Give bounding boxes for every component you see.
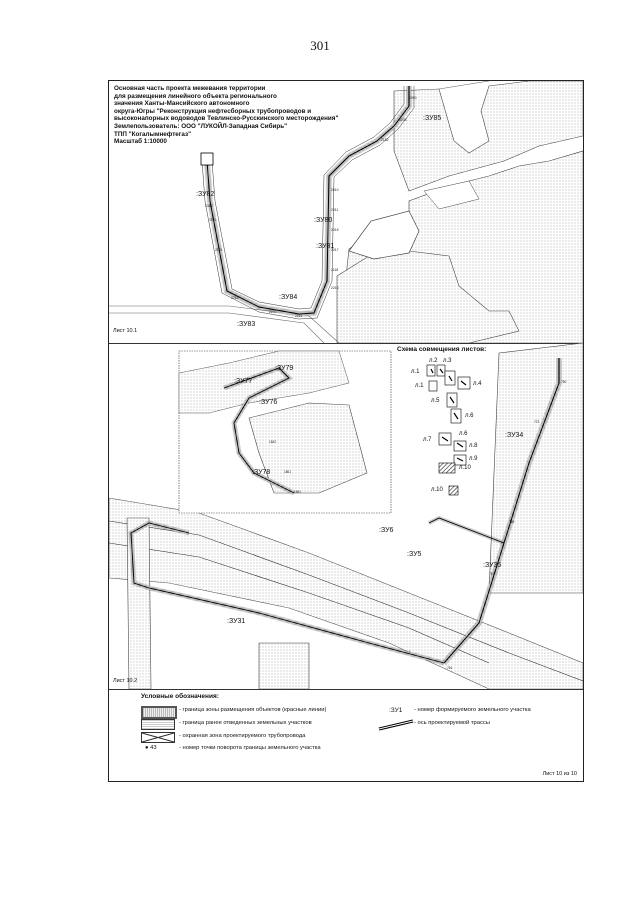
page-number: 301 <box>310 38 330 53</box>
road-line <box>439 81 489 89</box>
scheme-sheet-label: л.1 <box>415 383 424 389</box>
legend-item: - граница зоны размещения объектов (красные линии) <box>179 707 327 713</box>
parcel-label: :ЗУ78 <box>252 469 271 476</box>
svg-text:750: 750 <box>561 380 567 384</box>
scheme-sheet-label: л.5 <box>431 398 440 404</box>
svg-text:1881: 1881 <box>294 490 302 494</box>
scheme-sheet-label: л.4 <box>473 381 482 387</box>
legend-axis-symbol <box>377 719 417 731</box>
parcel-label: :ЗУ5 <box>407 551 422 558</box>
parcel-label: :ЗУ6 <box>379 527 394 534</box>
parcel-label: :ЗУ80 <box>314 217 333 224</box>
scheme-sheet-label: л.7 <box>423 437 432 443</box>
svg-text:765: 765 <box>509 520 515 524</box>
parcel-label: :ЗУ31 <box>227 618 246 625</box>
corridor-start-box <box>201 153 213 165</box>
header-line: Землепользователь: ООО "ЛУКОЙЛ-Западная Сибирь" <box>114 122 288 130</box>
legend-swatch-red-lines <box>141 706 177 719</box>
scheme-sheet-label: л.8 <box>469 443 478 449</box>
legend-swatch-prior-parcels <box>141 719 175 730</box>
header-line: ТПП "Когалымнефтегаз" <box>114 130 192 138</box>
svg-text:2380: 2380 <box>205 204 213 208</box>
svg-text:2211: 2211 <box>295 314 303 318</box>
parcel-label: :ЗУ81 <box>316 243 335 250</box>
scheme-title: Схема совмещения листов: <box>397 346 487 353</box>
svg-text:1842: 1842 <box>269 440 277 444</box>
svg-text:2181: 2181 <box>215 248 223 252</box>
parcel-label: :ЗУ79 <box>275 365 294 372</box>
map-panel-sheet-10-2 <box>109 343 583 690</box>
scheme-sheet-label: л.1 <box>411 369 420 375</box>
legend-item: - охранная зона проектируемого трубопровода <box>179 733 306 739</box>
svg-text:2210: 2210 <box>269 310 277 314</box>
svg-text:2263: 2263 <box>231 296 239 300</box>
parcel-label: :ЗУ84 <box>279 294 298 301</box>
legend-title: Условные обозначения: <box>141 693 219 700</box>
legend-point-number: 43 <box>150 745 157 751</box>
legend-item: - граница ранее отведенных земельных участков <box>179 720 312 726</box>
svg-text:1: 1 <box>409 650 411 654</box>
header-line: для размещения линейного объекта регионального <box>114 92 277 100</box>
parcel-label: :ЗУ76 <box>259 399 278 406</box>
sheet-label: Лист 10.1 <box>113 328 138 334</box>
map-sheet <box>108 80 584 782</box>
parcel-label: :ЗУ34 <box>505 432 524 439</box>
svg-text:2017: 2017 <box>331 248 339 252</box>
svg-text:2010: 2010 <box>331 188 339 192</box>
header-line: округа-Югры "Реконструкция нефтесборных трубопроводов и <box>114 107 312 115</box>
svg-text:2008: 2008 <box>399 118 407 122</box>
scheme-sheet-label: л.6 <box>465 413 474 419</box>
svg-text:716: 716 <box>447 666 453 670</box>
svg-text:2015: 2015 <box>331 228 339 232</box>
legend-point-example: ● 43 <box>145 745 157 751</box>
legend <box>109 689 583 781</box>
parcel-label: :ЗУ82 <box>196 191 215 198</box>
legend-item: - номер точки поворота границы земельного участка <box>179 745 321 751</box>
svg-text:2011: 2011 <box>331 208 339 212</box>
svg-text:2152: 2152 <box>381 138 389 142</box>
svg-text:2216: 2216 <box>331 286 339 290</box>
scheme-sheet-label: л.6 <box>459 431 468 437</box>
scheme-sheet-label: л.10 <box>431 487 443 493</box>
parcel-label: :ЗУ77 <box>234 378 253 385</box>
parcel-label: :ЗУ85 <box>423 115 442 122</box>
scheme-sheet-label: л.10 <box>459 465 471 471</box>
scheme-sheet-label: л.9 <box>469 456 478 462</box>
svg-text:1991: 1991 <box>209 218 217 222</box>
svg-text:773: 773 <box>534 420 540 424</box>
svg-text:761: 761 <box>489 572 495 576</box>
map-panel-2-drawing <box>109 343 583 689</box>
svg-text:2118: 2118 <box>331 268 339 272</box>
header-line: высоконапорных водоводов Тевлинско-Русскинского месторождения" <box>114 115 339 123</box>
map-header <box>114 85 354 146</box>
header-line: Масштаб 1:10000 <box>114 138 167 146</box>
legend-parcel-example: :ЗУ1 <box>389 707 403 714</box>
legend-item: - номер формируемого земельного участка <box>414 707 531 713</box>
header-line: Основная часть проекта межевания территории <box>114 85 266 92</box>
legend-swatch-buffer-zone <box>141 732 175 743</box>
map-panel-sheet-10-1 <box>109 81 583 344</box>
sheet-label: Лист 10.2 <box>113 678 138 684</box>
parcel-label: :ЗУ35 <box>483 562 502 569</box>
dotted-parcel-area <box>259 643 309 689</box>
sheet-footer: Лист 10 из 10 <box>542 771 577 777</box>
parcel-label: :ЗУ83 <box>237 321 256 328</box>
header-line: значения Ханты-Мансийского автономного <box>114 100 250 108</box>
scheme-sheet-label: л.2 <box>429 358 438 364</box>
svg-text:1990: 1990 <box>409 96 417 100</box>
pad-parcel <box>349 211 419 259</box>
legend-item: - ось проектируемой трассы <box>414 720 490 726</box>
svg-text:1861: 1861 <box>284 470 292 474</box>
scheme-sheet-label: л.3 <box>443 358 452 364</box>
scheme-diagram <box>427 365 470 495</box>
